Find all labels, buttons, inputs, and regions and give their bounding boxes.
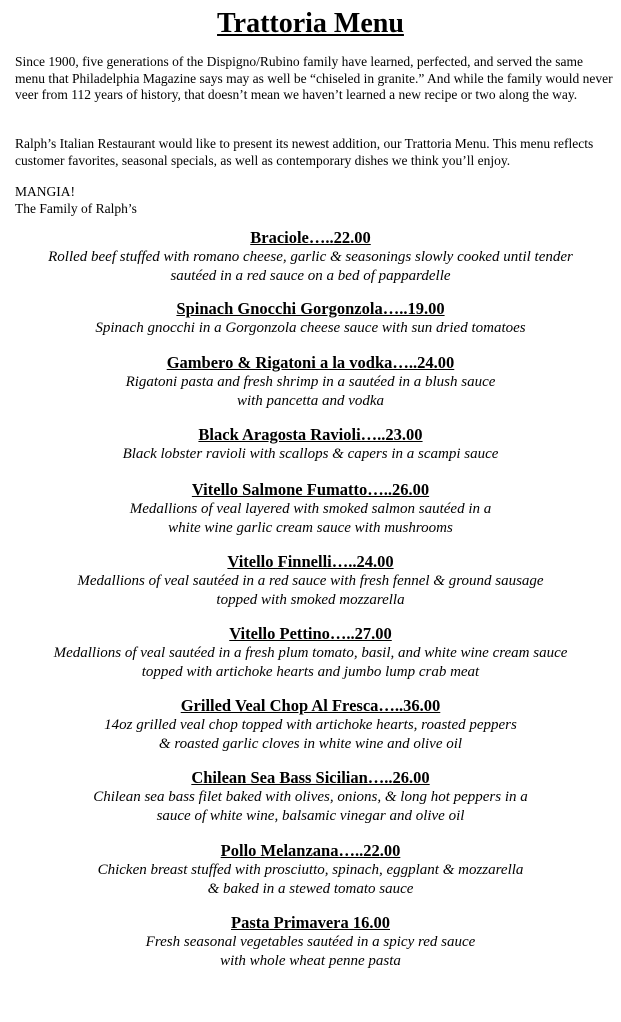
menu-item-vitello-finnelli — [0, 552, 621, 609]
menu-item-braciole — [0, 228, 621, 285]
menu-item-description: Fresh seasonal vegetables sautéed in a spicy red sauce with whole wheat penne pasta — [145, 934, 476, 969]
menu-item-description: Chilean sea bass filet baked with olives, onions, & long hot peppers in a sauce of white wine, balsamic vinegar and olive oil — [93, 789, 528, 824]
menu-item-name: Black Aragosta Ravioli…..23.00 — [198, 425, 423, 444]
menu-item-grilled-veal-chop — [0, 696, 621, 753]
menu-item-name: Vitello Pettino…..27.00 — [229, 624, 392, 643]
intro-paragraph-announcement: Ralph’s Italian Restaurant would like to present its newest addition, our Trattoria Menu. This menu reflects customer favorites, seasonal specials, as well as contemporary dishes we think you’ll enjoy. — [15, 136, 594, 168]
menu-item-description: Medallions of veal layered with smoked salmon sautéed in a white wine garlic cream sauce with mushrooms — [129, 501, 492, 536]
menu-item-chilean-sea-bass — [0, 768, 621, 825]
menu-item-vitello-salmone — [0, 480, 621, 537]
menu-item-name: Pollo Melanzana…..22.00 — [220, 841, 401, 860]
menu-item-description: Medallions of veal sautéed in a fresh plum tomato, basil, and white wine cream sauce topped with artichoke hearts and jumbo lump crab meat — [53, 645, 568, 680]
menu-item-description: Spinach gnocchi in a Gorgonzola cheese sauce with sun dried tomatoes — [95, 320, 526, 336]
menu-item-description: Chicken breast stuffed with prosciutto, spinach, eggplant & mozzarella & baked in a stewed tomato sauce — [97, 862, 524, 897]
menu-item-name: Braciole…..22.00 — [250, 228, 371, 247]
menu-item-name: Grilled Veal Chop Al Fresca…..36.00 — [180, 696, 441, 715]
menu-item-name: Spinach Gnocchi Gorgonzola…..19.00 — [176, 299, 445, 318]
menu-item-pasta-primavera — [0, 913, 621, 970]
menu-item-description: Rolled beef stuffed with romano cheese, garlic & seasonings slowly cooked until tender sautéed in a red sauce on a bed of pappardelle — [48, 249, 573, 284]
menu-item-gambero-rigatoni — [0, 353, 621, 410]
menu-item-name: Pasta Primavera 16.00 — [231, 913, 390, 932]
menu-item-name: Gambero & Rigatoni a la vodka…..24.00 — [166, 353, 455, 372]
closing-signoff: The Family of Ralph’s — [15, 200, 137, 216]
menu-item-name: Chilean Sea Bass Sicilian…..26.00 — [191, 768, 430, 787]
menu-item-description: Medallions of veal sautéed in a red sauce with fresh fennel & ground sausage topped with smoked mozzarella — [77, 573, 544, 608]
page-title: Trattoria Menu — [217, 8, 404, 39]
menu-item-black-aragosta-ravioli — [0, 425, 621, 464]
menu-item-description: Black lobster ravioli with scallops & capers in a scampi sauce — [122, 446, 499, 462]
menu-item-spinach-gnocchi — [0, 299, 621, 338]
closing-signature — [15, 184, 615, 217]
menu-item-description: Rigatoni pasta and fresh shrimp in a sautéed in a blush sauce with pancetta and vodka — [125, 374, 496, 409]
menu-item-name: Vitello Finnelli…..24.00 — [227, 552, 394, 571]
menu-item-name: Vitello Salmone Fumatto…..26.00 — [191, 480, 430, 499]
menu-item-pollo-melanzana — [0, 841, 621, 898]
menu-item-description: 14oz grilled veal chop topped with artichoke hearts, roasted peppers & roasted garlic cloves in white wine and olive oil — [104, 717, 517, 752]
intro-paragraph-history: Since 1900, five generations of the Dispigno/Rubino family have learned, perfected, and served the same menu that Philadelphia Magazine says may as well be “chiseled in granite.” And while the family would never veer from 112 years of history, that doesn’t mean we haven’t learned a new recipe or two along the way. — [15, 54, 613, 102]
closing-exclamation: MANGIA! — [15, 184, 75, 199]
menu-item-vitello-pettino — [0, 624, 621, 681]
